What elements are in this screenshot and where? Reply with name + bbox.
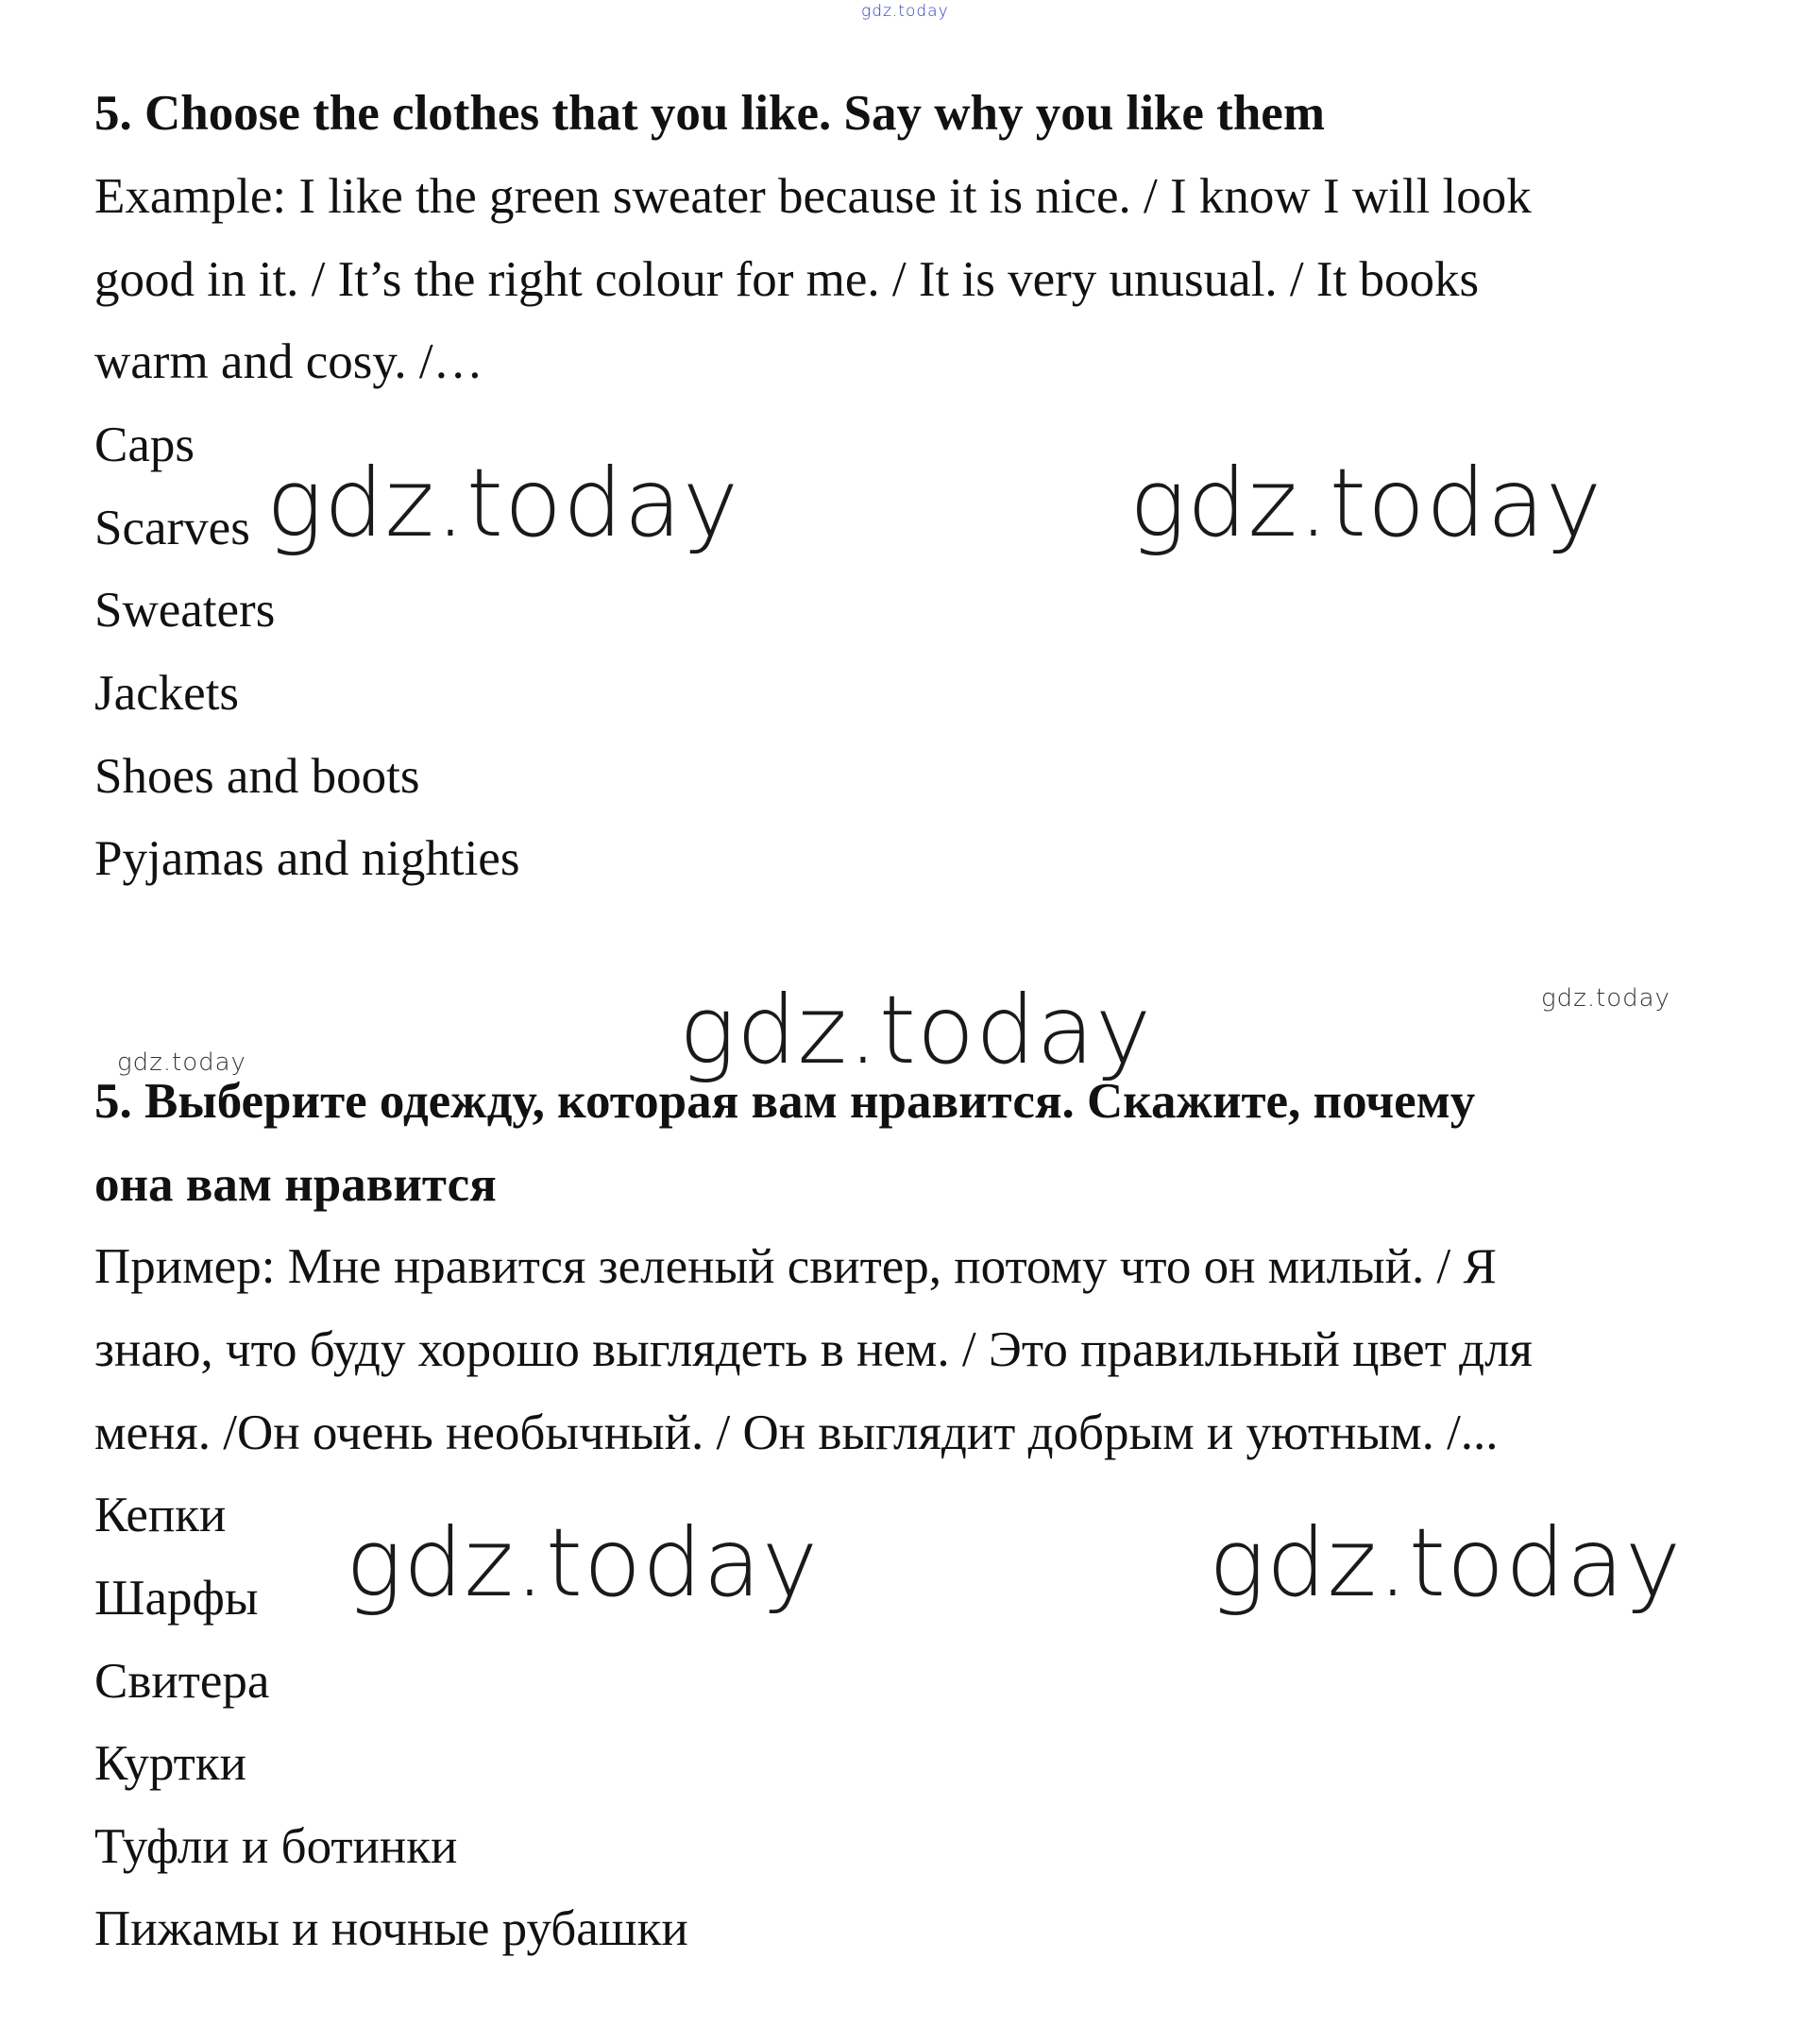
watermark: gdz.today	[1541, 984, 1670, 1013]
english-list-item: Scarves	[94, 501, 250, 555]
russian-list-item: Кепки	[94, 1488, 227, 1542]
english-list-item: Jackets	[94, 666, 240, 721]
english-list-item: Shoes and boots	[94, 749, 420, 804]
russian-example-line: меня. /Он очень необычный. / Он выглядит добрым и уютным. /...	[94, 1405, 1499, 1460]
russian-example-line: знаю, что буду хорошо выглядеть в нем. / Это правильный цвет для	[94, 1322, 1533, 1377]
russian-list-item: Пижамы и ночные рубашки	[94, 1901, 688, 1956]
russian-heading: 5. Выберите одежду, которая вам нравится. Скажите, почему	[94, 1074, 1476, 1129]
english-example-line: Example: I like the green sweater because it is nice. / I know I will look	[94, 169, 1532, 224]
watermark: gdz.today	[266, 448, 740, 558]
top-watermark: gdz.today	[861, 2, 949, 21]
russian-heading: она вам нравится	[94, 1157, 497, 1212]
russian-list-item: Шарфы	[94, 1571, 259, 1626]
watermark: gdz.today	[117, 1048, 246, 1077]
watermark: gdz.today	[1129, 448, 1603, 558]
watermark: gdz.today	[679, 975, 1153, 1085]
russian-list-item: Свитера	[94, 1654, 270, 1709]
russian-list-item: Куртки	[94, 1736, 246, 1791]
english-list-item: Pyjamas and nighties	[94, 831, 520, 886]
english-example-line: warm and cosy. /…	[94, 334, 483, 389]
english-heading: 5. Choose the clothes that you like. Say why you like them	[94, 86, 1325, 141]
watermark: gdz.today	[1209, 1507, 1683, 1618]
russian-list-item: Туфли и ботинки	[94, 1819, 458, 1874]
english-list-item: Caps	[94, 417, 195, 472]
russian-example-line: Пример: Мне нравится зеленый свитер, потому что он милый. / Я	[94, 1239, 1497, 1294]
english-list-item: Sweaters	[94, 583, 276, 638]
watermark: gdz.today	[346, 1507, 820, 1618]
english-example-line: good in it. / It’s the right colour for me. / It is very unusual. / It books	[94, 252, 1480, 307]
